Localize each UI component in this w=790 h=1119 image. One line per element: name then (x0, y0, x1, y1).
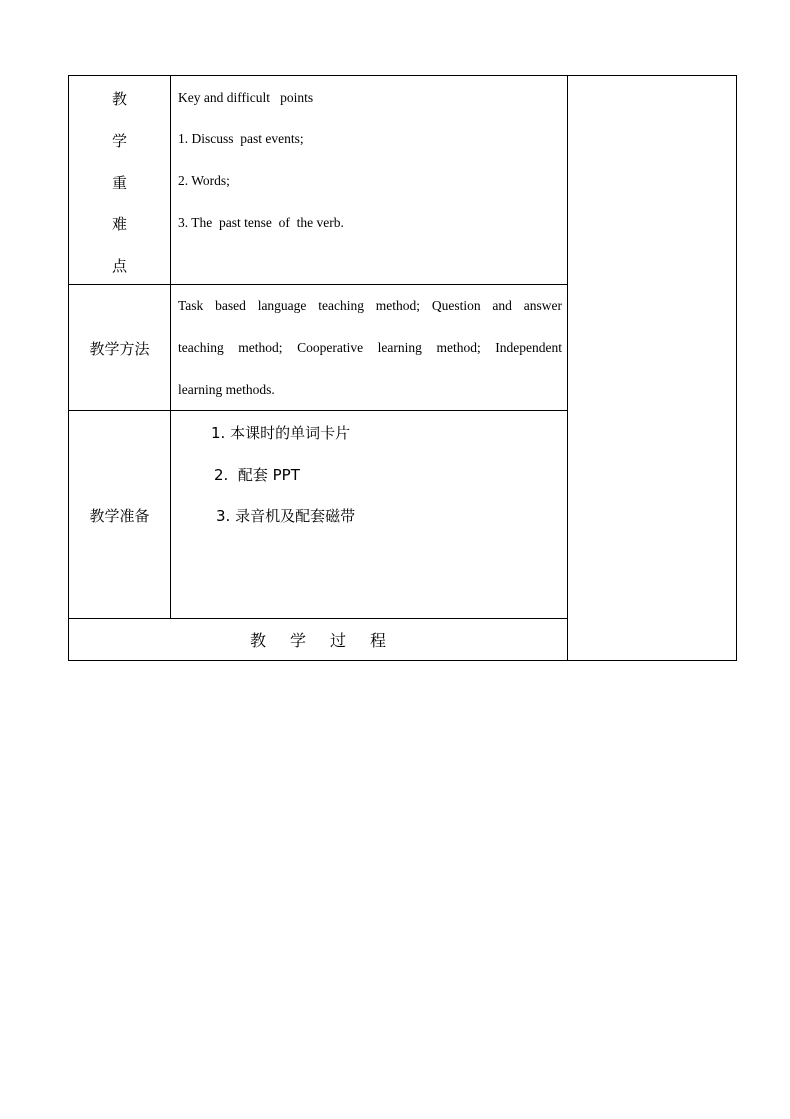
key-point-item: 3. The past tense of the verb. (178, 215, 344, 230)
key-points-heading: Key and difficult points (178, 90, 314, 105)
methods-text-line: teaching method; Cooperative learning method; Independent (178, 340, 562, 355)
key-point-item: 2. Words; (178, 173, 230, 188)
process-heading-char: 学 (289, 631, 306, 650)
preparation-item: 1. 本课时的单词卡片 (211, 424, 351, 442)
row-divider-2 (68, 410, 568, 411)
methods-label: 教学方法 (89, 340, 150, 358)
key-points-label-char: 重 (111, 174, 127, 192)
key-points-label-char: 教 (111, 90, 127, 108)
preparation-item: 3. 录音机及配套磁带 (216, 507, 356, 525)
preparation-label: 教学准备 (89, 507, 150, 525)
preparation-item: 2. 配套 PPT (214, 466, 300, 484)
key-points-label-char: 点 (111, 257, 127, 275)
label-column-divider (170, 75, 171, 619)
key-points-label (69, 76, 170, 284)
right-column-divider (567, 75, 568, 661)
key-points-label-char: 学 (111, 132, 127, 150)
process-heading-char: 程 (370, 631, 387, 650)
methods-text-line: learning methods. (178, 382, 275, 397)
row-divider-1 (68, 284, 568, 285)
key-point-item: 1. Discuss past events; (178, 131, 304, 146)
methods-text-line: Task based language teaching method; Question and answer (178, 298, 562, 313)
process-heading-char: 过 (330, 631, 347, 650)
process-heading (69, 619, 567, 660)
process-heading-char: 教 (249, 631, 266, 650)
key-points-label-char: 难 (111, 215, 127, 233)
